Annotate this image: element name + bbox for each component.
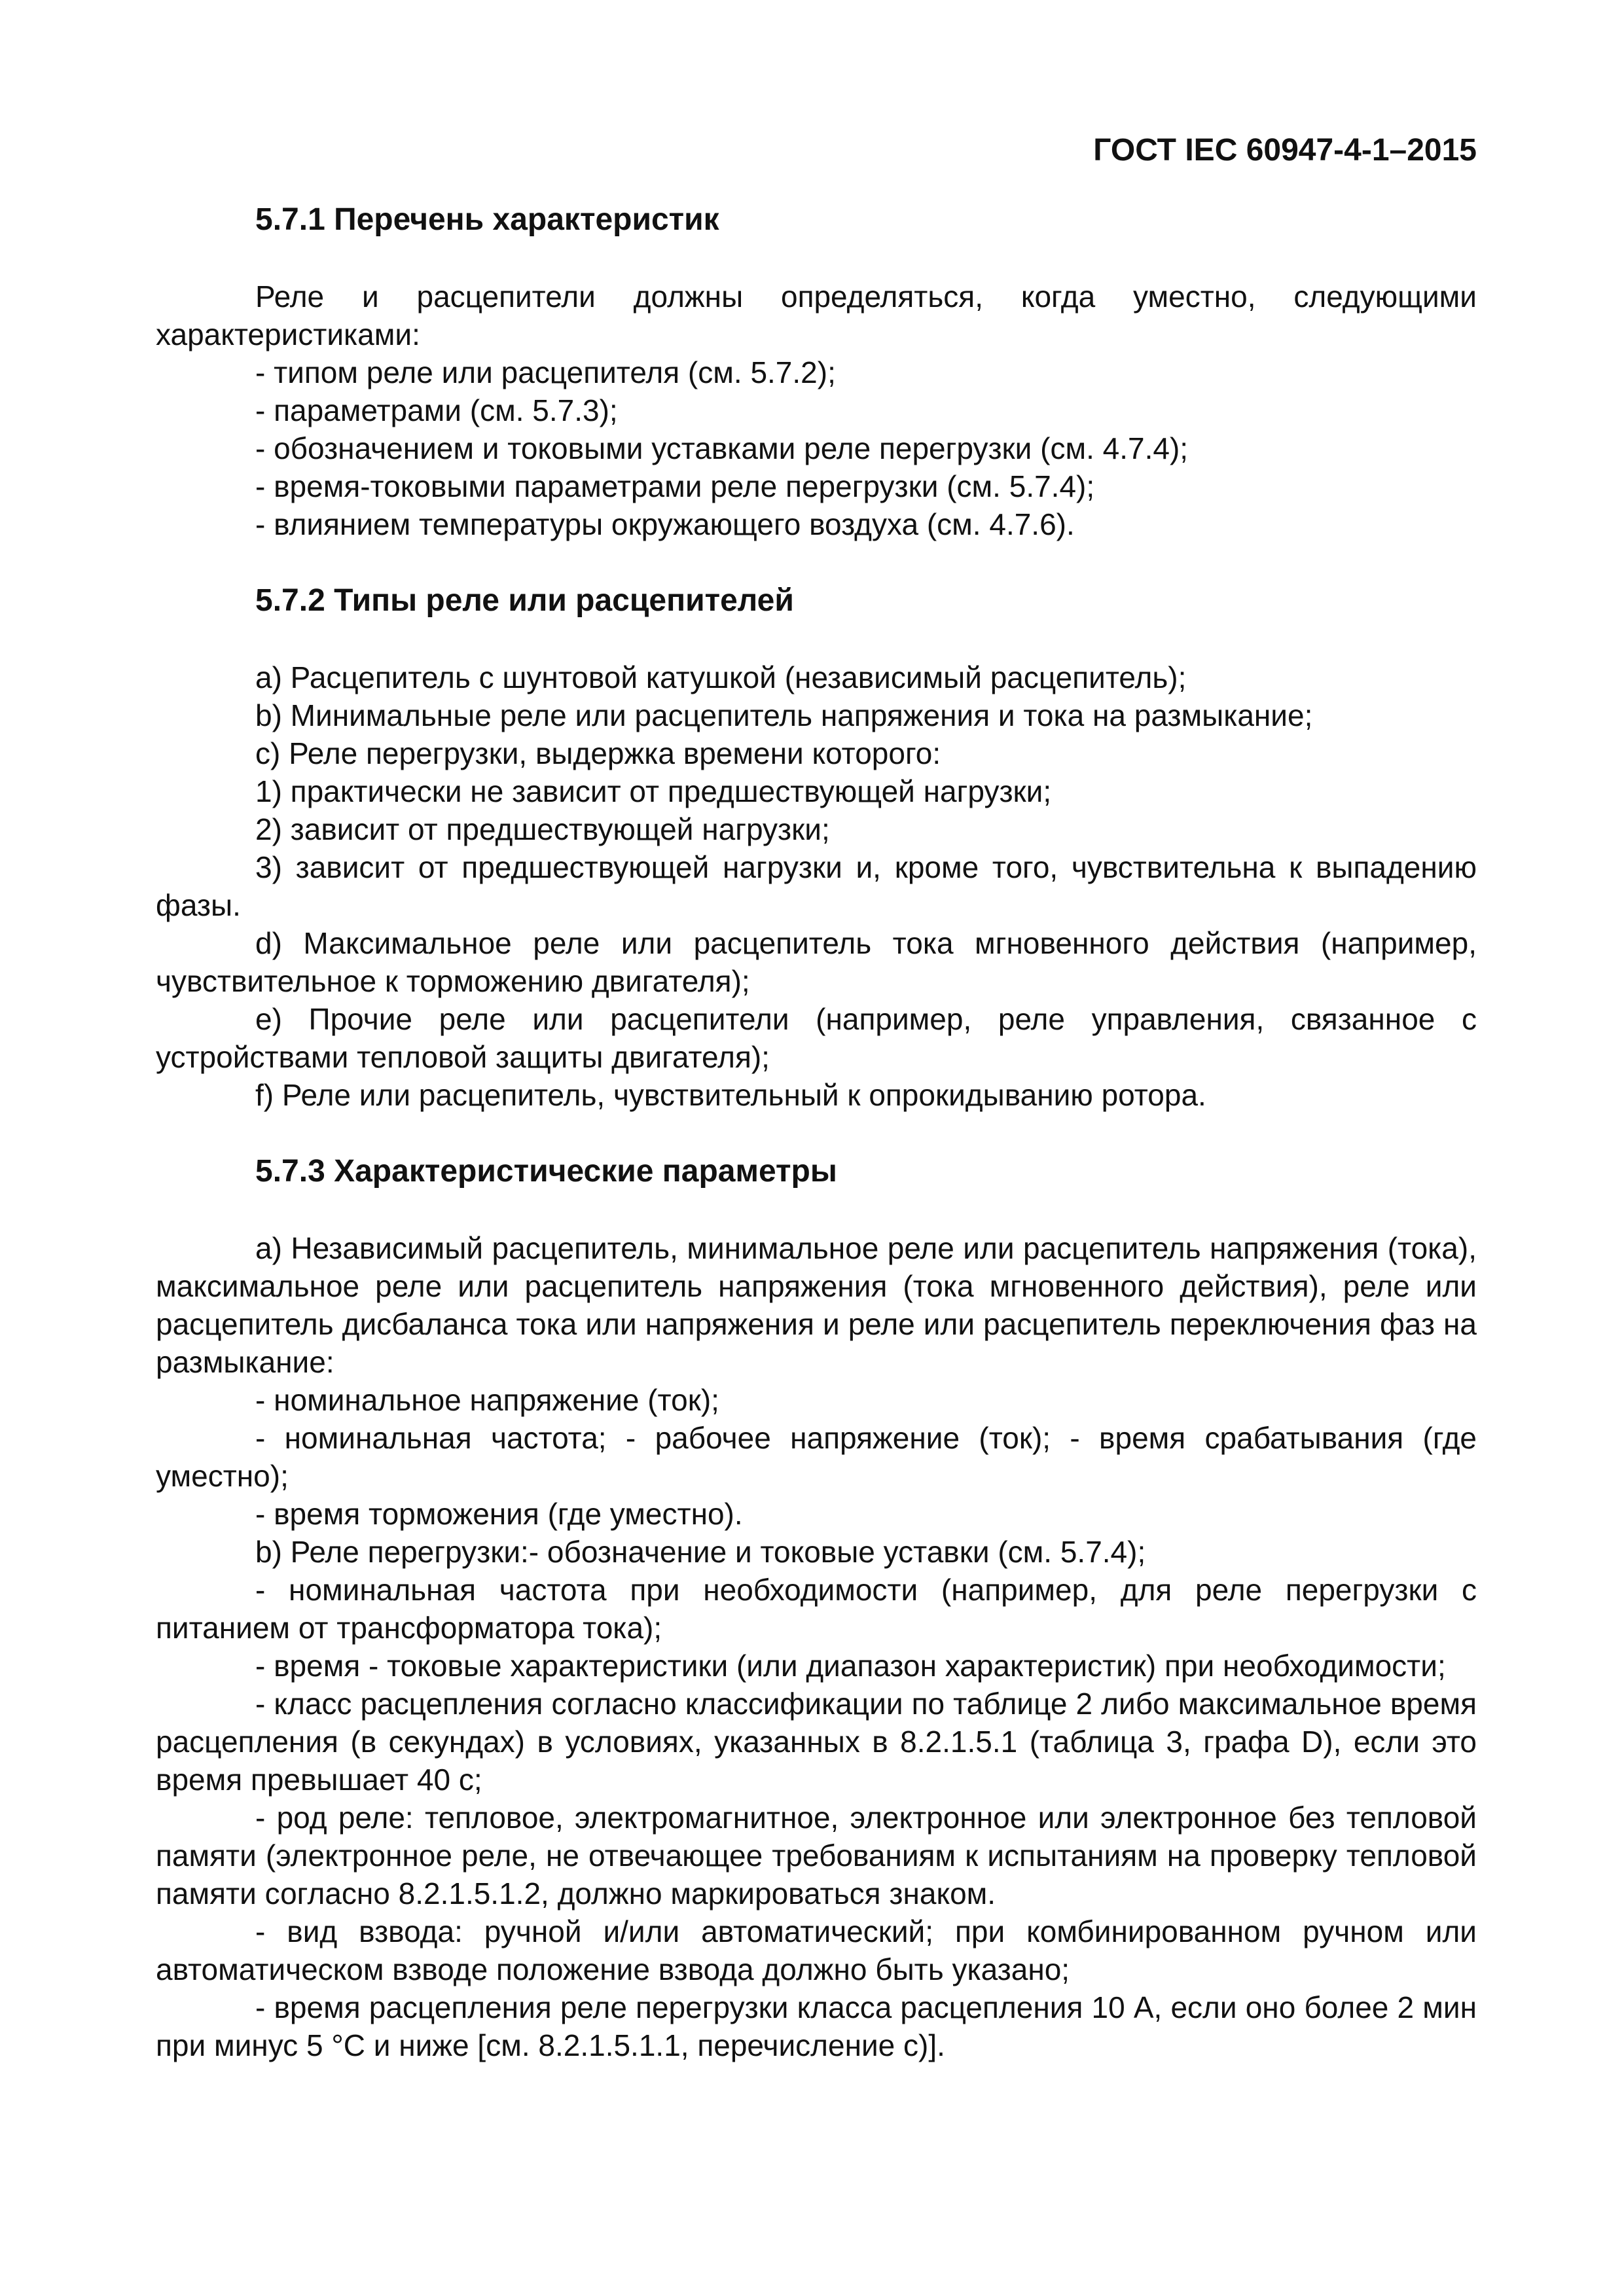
paragraph: f) Реле или расцепитель, чувствительный к опрокидыванию ротора. xyxy=(255,1078,1206,1112)
paragraph: 3) зависит от предшествующей нагрузки и, кроме того, чувствительна к выпадению фазы. xyxy=(156,850,1477,922)
paragraph: - вид взвода: ручной и/или автоматический; при комбинированном ручном или автоматическом взводе положение взвода должно быть указано; xyxy=(156,1914,1477,1986)
paragraph: - класс расцепления согласно классификации по таблице 2 либо максимальное время расцепления (в секундах) в условиях, указанных в 8.2.1.5.1 (таблица 3, графа D), если это время превышает 40 с; xyxy=(156,1687,1477,1797)
section-heading-5-7-1: 5.7.1 Перечень характеристик xyxy=(255,202,719,237)
document-page xyxy=(156,131,1477,2064)
paragraph: - время - токовые характеристики (или диапазон характеристик) при необходимости; xyxy=(255,1649,1446,1683)
paragraph: 1) практически не зависит от предшествующей нагрузки; xyxy=(255,774,1052,808)
paragraph: Реле и расцепители должны определяться, когда уместно, следующими характеристиками: xyxy=(156,279,1477,351)
paragraph: 2) зависит от предшествующей нагрузки; xyxy=(255,812,830,846)
paragraph: c) Реле перегрузки, выдержка времени которого: xyxy=(255,736,941,770)
list-item: - время-токовыми параметрами реле перегрузки (см. 5.7.4); xyxy=(255,469,1095,503)
list-item: - параметрами (см. 5.7.3); xyxy=(255,393,618,427)
paragraph: - род реле: тепловое, электромагнитное, электронное или электронное без тепловой памяти (электронное реле, не отвечающее требованиям к испытаниям на проверку тепловой памяти согласно 8.2.1.5.1.2, должно маркироваться знаком. xyxy=(156,1801,1477,1910)
list-item: - обозначением и токовыми уставками реле перегрузки (см. 4.7.4); xyxy=(255,431,1189,465)
section-heading-5-7-2: 5.7.2 Типы реле или расцепителей xyxy=(255,583,794,618)
paragraph: - время торможения (где уместно). xyxy=(255,1497,743,1531)
paragraph: e) Прочие реле или расцепители (например, реле управления, связанное с устройствами тепловой защиты двигателя); xyxy=(156,1002,1477,1074)
paragraph: b) Реле перегрузки:- обозначение и токовые уставки (см. 5.7.4); xyxy=(255,1535,1146,1569)
paragraph: d) Максимальное реле или расцепитель тока мгновенного действия (например, чувствительное к торможению двигателя); xyxy=(156,926,1477,998)
list-item: - влиянием температуры окружающего воздуха (см. 4.7.6). xyxy=(255,507,1075,541)
section-heading-5-7-3: 5.7.3 Характеристические параметры xyxy=(255,1154,837,1189)
paragraph: a) Расцепитель с шунтовой катушкой (независимый расцепитель); xyxy=(255,660,1187,694)
document-header: ГОСТ IEC 60947-4-1–2015 xyxy=(1093,133,1477,168)
paragraph: - время расцепления реле перегрузки класса расцепления 10 А, если оно более 2 мин при минус 5 °С и ниже [см. 8.2.1.5.1.1, перечисление с)]. xyxy=(156,1990,1477,2062)
paragraph: b) Минимальные реле или расцепитель напряжения и тока на размыкание; xyxy=(255,698,1313,732)
paragraph: - номинальная частота при необходимости (например, для реле перегрузки с питанием от трансформатора тока); xyxy=(156,1573,1477,1645)
paragraph: - номинальное напряжение (ток); xyxy=(255,1383,719,1417)
paragraph: - номинальная частота; - рабочее напряжение (ток); - время срабатывания (где уместно); xyxy=(156,1421,1477,1493)
list-item: - типом реле или расцепителя (см. 5.7.2); xyxy=(255,355,836,389)
paragraph: a) Независимый расцепитель, минимальное реле или расцепитель напряжения (тока), максимальное реле или расцепитель напряжения (тока мгновенного действия), реле или расцепитель дисбаланса тока или напряжения и реле или расцепитель переключения фаз на размыкание: xyxy=(156,1231,1477,1379)
